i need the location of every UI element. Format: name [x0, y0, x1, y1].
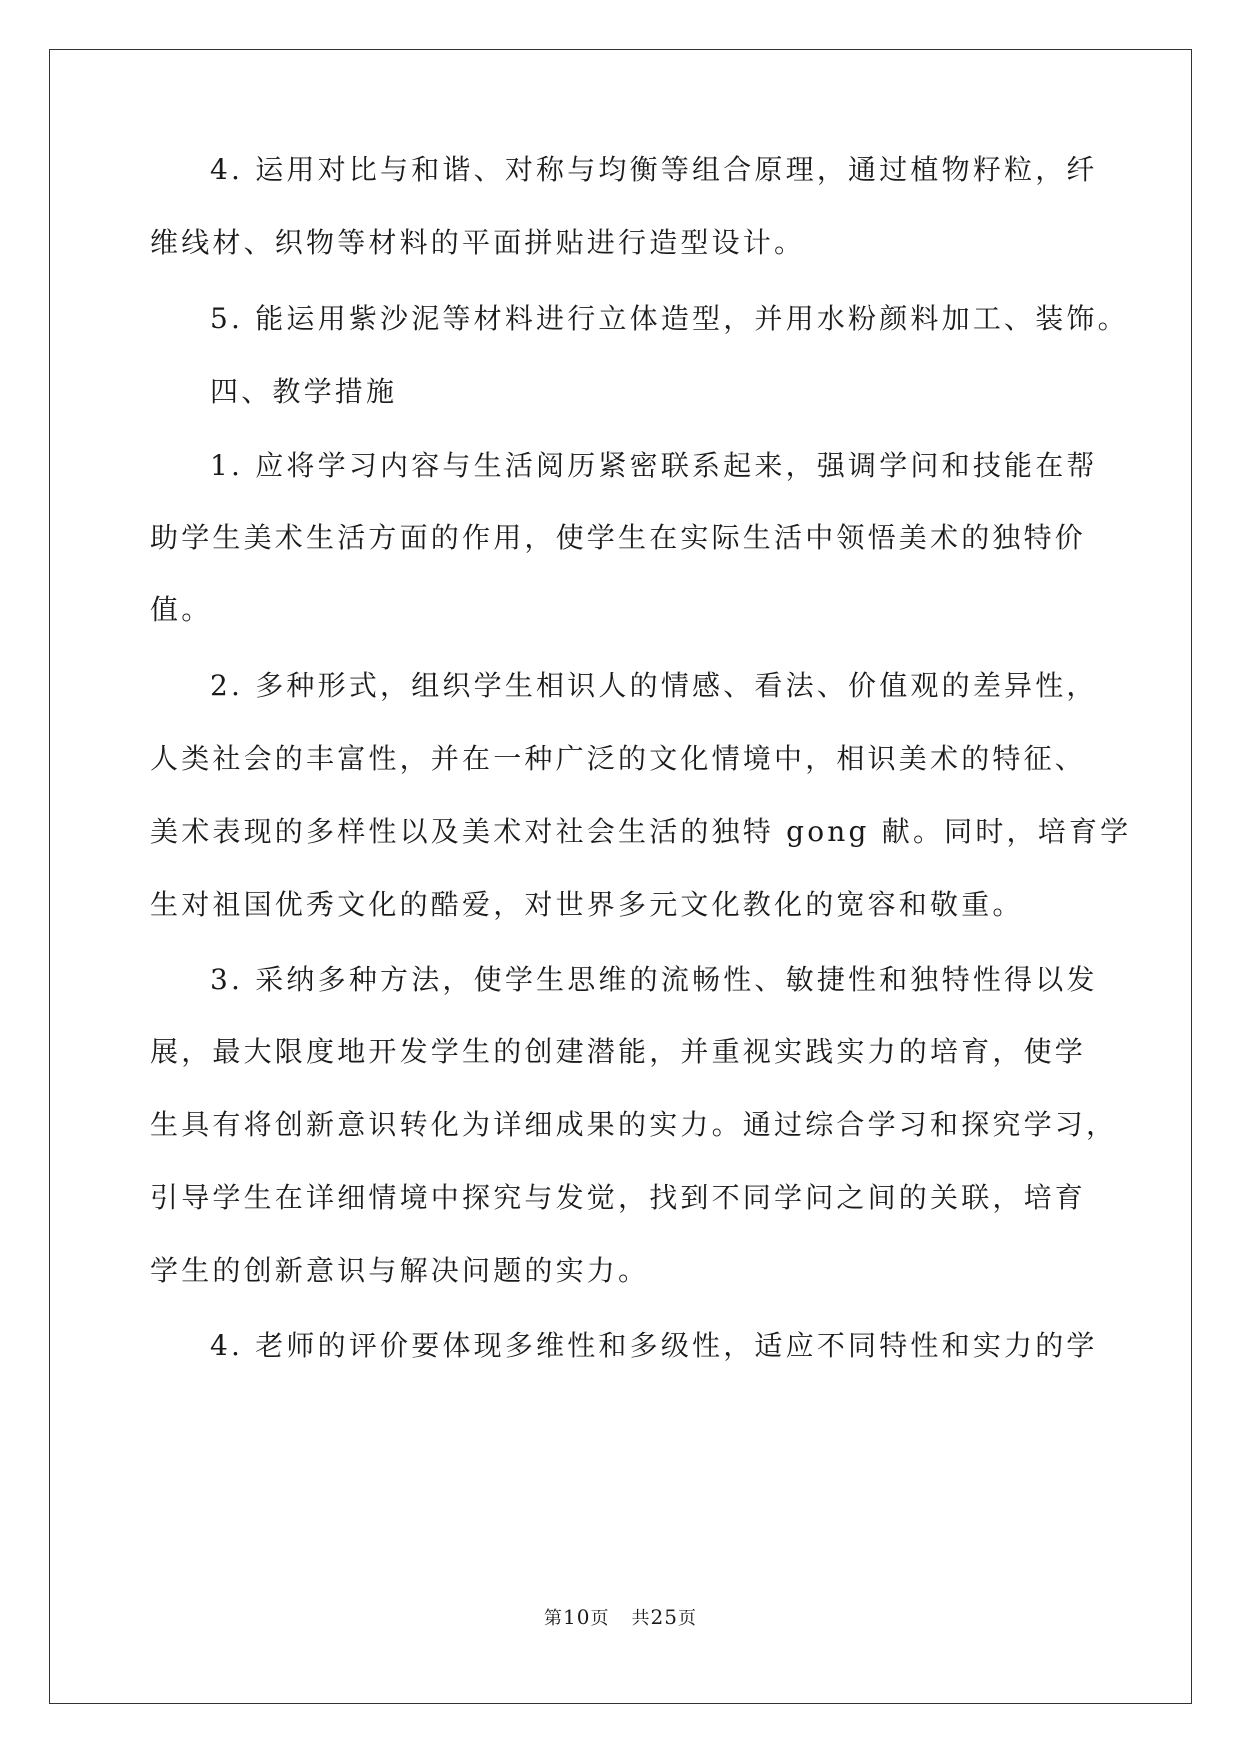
footer-total-prefix: 共 — [631, 1608, 651, 1629]
paragraph-line: 2. 多种形式，组织学生相识人的情感、看法、价值观的差异性， — [210, 669, 1098, 702]
footer-total-suffix: 页 — [677, 1608, 697, 1629]
paragraph-line: 学生的创新意识与解决问题的实力。 — [150, 1254, 650, 1287]
paragraph-line: 人类社会的丰富性，并在一种广泛的文化情境中，相识美术的特征、 — [150, 742, 1087, 775]
paragraph-line: 生具有将创新意识转化为详细成果的实力。通过综合学习和探究学习， — [150, 1108, 1118, 1141]
paragraph-line: 生对祖国优秀文化的酷爱，对世界多元文化教化的宽容和敬重。 — [150, 888, 1024, 921]
paragraph-line: 维线材、织物等材料的平面拼贴进行造型设计。 — [150, 226, 806, 259]
current-page-number: 10 — [563, 1605, 591, 1629]
paragraph-line: 4. 老师的评价要体现多维性和多级性，适应不同特性和实力的学 — [210, 1329, 1098, 1362]
paragraph-line: 美术表现的多样性以及美术对社会生活的独特 gong 献。同时，培育学 — [150, 815, 1132, 848]
page-footer — [0, 1604, 1241, 1630]
paragraph-line: 1. 应将学习内容与生活阅历紧密联系起来，强调学问和技能在帮 — [210, 449, 1098, 482]
paragraph-line: 展，最大限度地开发学生的创建潜能，并重视实践实力的培育，使学 — [150, 1035, 1087, 1068]
total-page-count: 25 — [650, 1605, 678, 1629]
paragraph-line: 3. 采纳多种方法，使学生思维的流畅性、敏捷性和独特性得以发 — [210, 963, 1098, 996]
paragraph-line: 5. 能运用紫沙泥等材料进行立体造型，并用水粉颜料加工、装饰。 — [210, 302, 1129, 335]
page-border — [49, 49, 1192, 1704]
paragraph-line: 引导学生在详细情境中探究与发觉，找到不同学问之间的关联，培育 — [150, 1181, 1087, 1214]
footer-prefix: 第 — [544, 1608, 564, 1629]
section-heading: 四、教学措施 — [210, 375, 398, 408]
footer-page-suffix: 页 — [590, 1608, 610, 1629]
paragraph-line: 值。 — [150, 593, 213, 626]
paragraph-line: 助学生美术生活方面的作用，使学生在实际生活中领悟美术的独特价 — [150, 521, 1087, 554]
paragraph-line: 4. 运用对比与和谐、对称与均衡等组合原理，通过植物籽粒，纤 — [210, 153, 1098, 186]
